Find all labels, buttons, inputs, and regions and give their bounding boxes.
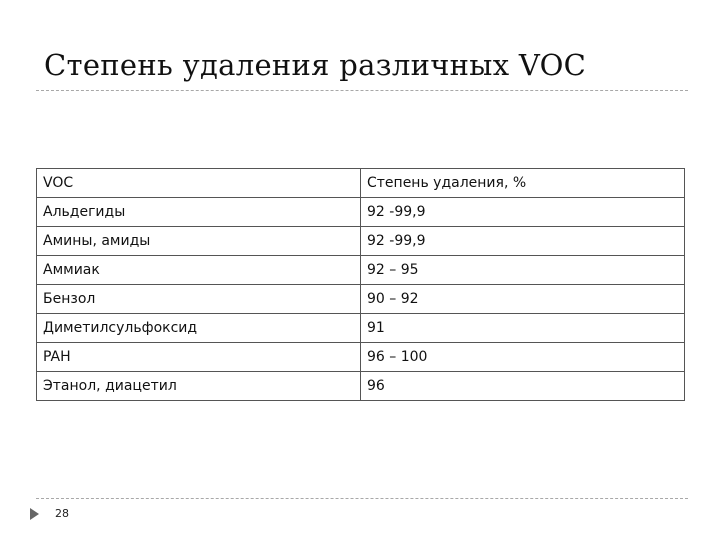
play-arrow-icon: [30, 508, 39, 520]
voc-removal-table: [36, 168, 685, 401]
slide-title: Степень удаления различных VOC: [44, 48, 587, 82]
table-row: [37, 198, 685, 227]
header-cell-removal: Степень удаления, %: [361, 169, 685, 198]
table-cell-removal: 91: [361, 314, 685, 343]
table-cell-compound: Амины, амиды: [37, 227, 361, 256]
table-cell-removal: 90 – 92: [361, 285, 685, 314]
table-cell-removal: 92 – 95: [361, 256, 685, 285]
table-row: [37, 227, 685, 256]
table-cell-compound: Этанол, диацетил: [37, 372, 361, 401]
table-row: [37, 343, 685, 372]
table-cell-compound: Диметилсульфоксид: [37, 314, 361, 343]
table-cell-removal: 92 -99,9: [361, 227, 685, 256]
table-row: [37, 256, 685, 285]
page-number: 28: [55, 507, 69, 520]
table-cell-compound: PAH: [37, 343, 361, 372]
table-row: [37, 285, 685, 314]
table-cell-compound: Аммиак: [37, 256, 361, 285]
table-header-row: [37, 169, 685, 198]
table-row: [37, 372, 685, 401]
table-cell-removal: 92 -99,9: [361, 198, 685, 227]
table-cell-compound: Альдегиды: [37, 198, 361, 227]
table-cell-removal: 96: [361, 372, 685, 401]
footer-divider: [36, 498, 688, 499]
title-divider: [36, 90, 688, 91]
header-cell-voc: VOC: [37, 169, 361, 198]
table-cell-compound: Бензол: [37, 285, 361, 314]
table-row: [37, 314, 685, 343]
table-cell-removal: 96 – 100: [361, 343, 685, 372]
